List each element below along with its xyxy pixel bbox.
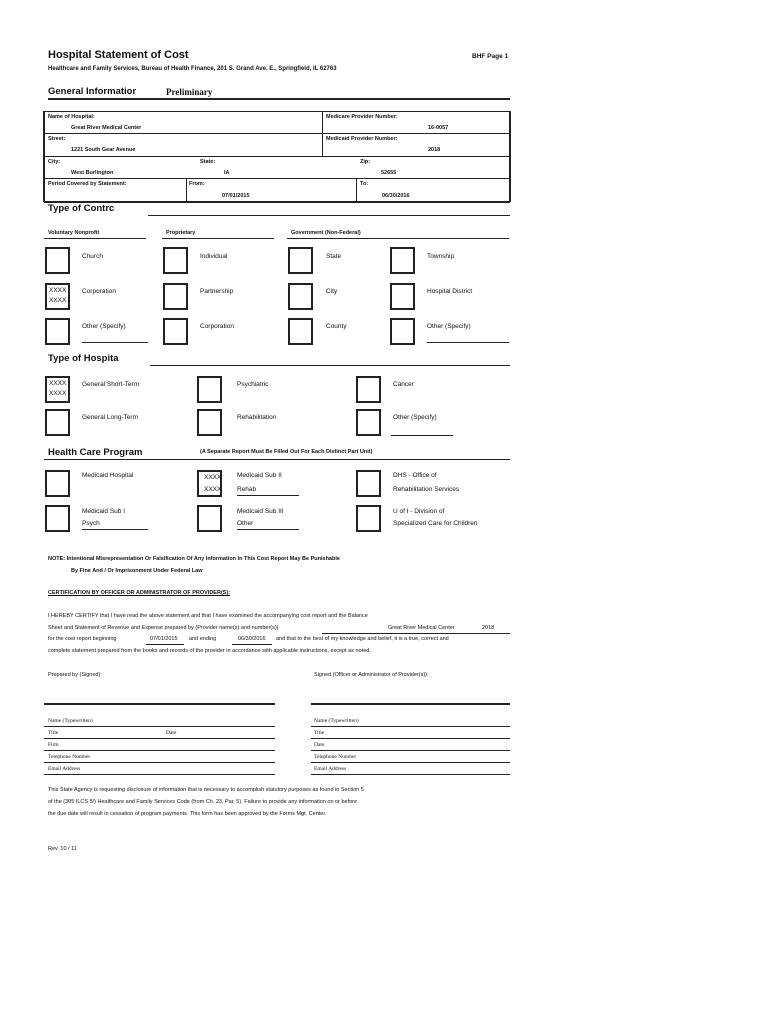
other-voluntary-label: Other (Specify) [82, 323, 126, 330]
street-label: Street: [48, 136, 66, 142]
checked-mark: XXXX [49, 380, 67, 387]
city-control-label: City [326, 288, 338, 295]
preparer-signature-line[interactable] [44, 703, 275, 705]
general-short-term-checkbox[interactable] [45, 376, 70, 403]
state-control-label: State [326, 253, 342, 260]
other-voluntary-checkbox[interactable] [45, 318, 70, 345]
checked-mark: XXXX [49, 287, 67, 294]
begin-date-value[interactable]: 07/01/2015 [150, 636, 178, 642]
hospital-district-checkbox[interactable] [390, 283, 415, 310]
dhs-sublabel: Rehabilitation Services [393, 486, 460, 493]
preparer-name-line[interactable] [44, 726, 275, 727]
medicaid-hospital-label: Medicaid Hospital [82, 472, 134, 479]
certification-line-4: complete statement prepared from the books and records of the provider in accordance with applicable instructions, except as noted. [48, 648, 371, 654]
table-row-divider [44, 178, 510, 179]
preparer-name-label: Name (Typewritten) [48, 718, 93, 724]
label-underline [82, 529, 148, 530]
county-checkbox[interactable] [288, 318, 313, 345]
medicaid-sub-ii-checkbox[interactable] [197, 470, 222, 497]
program-note: (A Separate Report Must Be Filled Out For Each Distinct Part Unit) [200, 449, 373, 455]
preparer-firm-line[interactable] [44, 750, 275, 751]
disclosure-line-3: the due date will result in cessation of program payments. This form has been approved by the Forms Mgt. Center. [48, 811, 327, 817]
hospital-name-label: Name of Hospital: [48, 114, 95, 120]
health-care-program-heading: Health Care Program [48, 447, 143, 458]
medicaid-sub-ii-sublabel: Rehab [237, 486, 257, 493]
general-short-term-label: General Short-Term [82, 381, 140, 388]
type-of-hospital-heading: Type of Hospita [48, 353, 119, 364]
form-title: Hospital Statement of Cost [48, 49, 189, 61]
corporation-checkbox[interactable] [45, 283, 70, 310]
other-hospital-type-label: Other (Specify) [393, 414, 437, 421]
psychiatric-checkbox[interactable] [197, 376, 222, 403]
dhs-rehab-checkbox[interactable] [356, 470, 381, 497]
officer-name-label: Name (Typewritten) [314, 718, 359, 724]
medicaid-sub-i-label: Medicaid Sub I [82, 508, 125, 515]
table-row-divider [44, 156, 510, 157]
preparer-firm-label: Firm [48, 742, 59, 748]
officer-signature-line[interactable] [311, 703, 510, 705]
from-label: From: [189, 181, 205, 187]
section-rule [150, 365, 510, 366]
preparer-email-line[interactable] [44, 774, 275, 775]
checked-mark: XXXX [49, 390, 67, 397]
col-voluntary-nonprofit: Voluntary Nonprofit [48, 230, 100, 236]
church-checkbox[interactable] [45, 247, 70, 274]
medicaid-sub-i-checkbox[interactable] [45, 505, 70, 532]
preparer-date-label: Date [166, 730, 177, 736]
officer-name-line[interactable] [311, 726, 510, 727]
certification-line-1: I HEREBY CERTIFY that I have read the above statement and that I have examined the accompanying cost report and the Balance [48, 613, 368, 619]
uofi-checkbox[interactable] [356, 505, 381, 532]
type-of-control-heading: Type of Contrc [48, 203, 115, 214]
partnership-checkbox[interactable] [163, 283, 188, 310]
disclosure-line-2: of the (305 ILCS 5/) Healthcare and Family Services Code (from Ch. 23, Par. 5). Failure to provide any information on or before [48, 799, 358, 805]
column-underline [287, 238, 509, 239]
uofi-label: U of I - Division of [393, 508, 445, 515]
dhs-label: DHS - Office of [393, 472, 437, 479]
section-rule [48, 98, 510, 100]
note-line-1: NOTE: Intentional Misrepresentation Or Falsification Of Any Information In This Cost Report May Be Punishable [48, 556, 340, 562]
partnership-label: Partnership [200, 288, 234, 295]
column-underline [162, 238, 274, 239]
other-government-checkbox[interactable] [390, 318, 415, 345]
preparer-title-label: Title [48, 730, 59, 736]
city-value[interactable]: West Burlington [71, 170, 114, 176]
note-line-2: By Fine And / Or Imprisonment Under Federal Law [71, 568, 203, 574]
other-government-label: Other (Specify) [427, 323, 471, 330]
medicare-number-value[interactable]: 16-0057 [428, 125, 449, 131]
officer-telephone-line[interactable] [311, 762, 510, 763]
medicaid-sub-iii-checkbox[interactable] [197, 505, 222, 532]
end-date-line [232, 644, 272, 645]
preparer-telephone-line[interactable] [44, 762, 275, 763]
certification-line-2: Sheet and Statement of Revenue and Expense prepared by (Provider name(s) and number(s)) [48, 625, 279, 631]
other-government-line[interactable] [427, 342, 509, 343]
state-label: State: [200, 159, 216, 165]
certification-line-3c: and that to the best of my knowledge and belief, it is a true, correct and [276, 636, 449, 642]
medicaid-number-value[interactable]: 2018 [428, 147, 441, 153]
label-underline [237, 529, 299, 530]
rehabilitation-label: Rehabilitation [237, 414, 277, 421]
general-long-term-label: General Long-Term [82, 414, 138, 421]
end-date-value[interactable]: 06/30/2016 [238, 636, 266, 642]
table-row-divider [44, 133, 510, 134]
hospital-name-value[interactable]: Great River Medical Center [71, 125, 142, 131]
zip-label: Zip: [360, 159, 371, 165]
street-value[interactable]: 1221 South Gear Avenue [71, 147, 136, 153]
column-underline [44, 238, 146, 239]
table-border [44, 111, 510, 112]
provider-number-value[interactable]: 2018 [482, 625, 495, 631]
table-border [43, 111, 45, 202]
church-label: Church [82, 253, 103, 260]
prepared-by-label: Prepared by (Signed): [48, 672, 102, 678]
signed-officer-label: Signed (Officer or Administrator of Provider(s)): [314, 672, 429, 678]
to-label: To: [360, 181, 369, 187]
provider-name-value[interactable]: Great River Medical Center [388, 625, 455, 631]
certification-line-3b: and ending [189, 636, 217, 642]
preliminary-status: Preliminary [166, 87, 213, 97]
individual-checkbox[interactable] [163, 247, 188, 274]
from-date-value[interactable]: 07/01/2015 [222, 193, 250, 199]
individual-label: Individual [200, 253, 228, 260]
state-checkbox[interactable] [288, 247, 313, 274]
medicaid-number-label: Medicaid Provider Number: [326, 136, 398, 142]
label-underline [237, 495, 299, 496]
officer-email-line[interactable] [311, 774, 510, 775]
to-date-value[interactable]: 06/30/2016 [382, 193, 410, 199]
medicaid-sub-ii-label: Medicaid Sub II [237, 472, 282, 479]
provider-line [322, 633, 510, 634]
preparer-title-line[interactable] [44, 738, 275, 739]
preparer-telephone-label: Telephone Number [48, 754, 91, 760]
other-voluntary-line[interactable] [82, 342, 148, 343]
county-label: County [326, 323, 347, 330]
city-label: City: [48, 159, 61, 165]
psychiatric-label: Psychiatric [237, 381, 269, 388]
begin-date-line [146, 644, 184, 645]
officer-date-line[interactable] [311, 750, 510, 751]
period-label: Period Covered by Statement: [48, 181, 127, 187]
checked-mark: XXXX [204, 474, 222, 481]
state-value[interactable]: IA [224, 170, 230, 176]
preparer-email-label: Email Address [48, 766, 81, 772]
cancer-checkbox[interactable] [356, 376, 381, 403]
city-checkbox[interactable] [288, 283, 313, 310]
medicaid-sub-iii-sublabel: Other [237, 520, 254, 527]
officer-title-line[interactable] [311, 738, 510, 739]
section-rule [148, 215, 510, 216]
officer-title-label: Title [314, 730, 325, 736]
corporation-proprietary-checkbox[interactable] [163, 318, 188, 345]
checked-mark: XXXX [49, 297, 67, 304]
medicaid-hospital-checkbox[interactable] [45, 470, 70, 497]
corporation-label: Corporation [82, 288, 116, 295]
officer-telephone-label: Telephone Number [314, 754, 357, 760]
table-col-divider [322, 111, 323, 156]
medicare-number-label: Medicare Provider Number: [326, 114, 398, 120]
agency-address: Healthcare and Family Services, Bureau of Health Finance, 201 S. Grand Ave. E., Springfield, IL 62763 [48, 66, 337, 72]
other-hospital-type-checkbox[interactable] [356, 409, 381, 436]
table-col-divider [356, 178, 357, 201]
page-reference: BHF Page 1 [472, 53, 509, 60]
table-col-divider [186, 178, 187, 201]
disclosure-line-1: This State Agency is requesting disclosure of information that is necessary to accomplish statutory purposes as found in Section 5 [48, 787, 364, 793]
medicaid-sub-iii-label: Medicaid Sub III [237, 508, 284, 515]
col-proprietary: Proprietary [166, 230, 196, 236]
general-long-term-checkbox[interactable] [45, 409, 70, 436]
general-info-heading: General Informatior [48, 86, 137, 97]
officer-date-label: Date [314, 742, 325, 748]
certification-heading: CERTIFICATION BY OFFICER OR ADMINISTRATOR OF PROVIDER(S): [48, 590, 231, 596]
township-checkbox[interactable] [390, 247, 415, 274]
medicaid-sub-i-sublabel: Psych [82, 520, 100, 527]
zip-value[interactable]: 52655 [381, 170, 397, 176]
uofi-sublabel: Specialized Care for Children [393, 520, 478, 527]
section-rule [44, 459, 510, 460]
certification-line-3a: for the cost report beginning [48, 636, 117, 642]
hospital-district-label: Hospital District [427, 288, 473, 295]
other-hospital-type-line[interactable] [391, 435, 453, 436]
township-label: Township [427, 253, 455, 260]
checked-mark: XXXX [204, 486, 222, 493]
revision-label: Rev. 10 / 11 [48, 846, 77, 852]
col-government: Government (Non-Federal) [291, 230, 361, 236]
corporation-proprietary-label: Corporation [200, 323, 234, 330]
rehabilitation-checkbox[interactable] [197, 409, 222, 436]
cancer-label: Cancer [393, 381, 414, 388]
table-border [509, 111, 511, 202]
officer-email-label: Email Address [314, 766, 347, 772]
